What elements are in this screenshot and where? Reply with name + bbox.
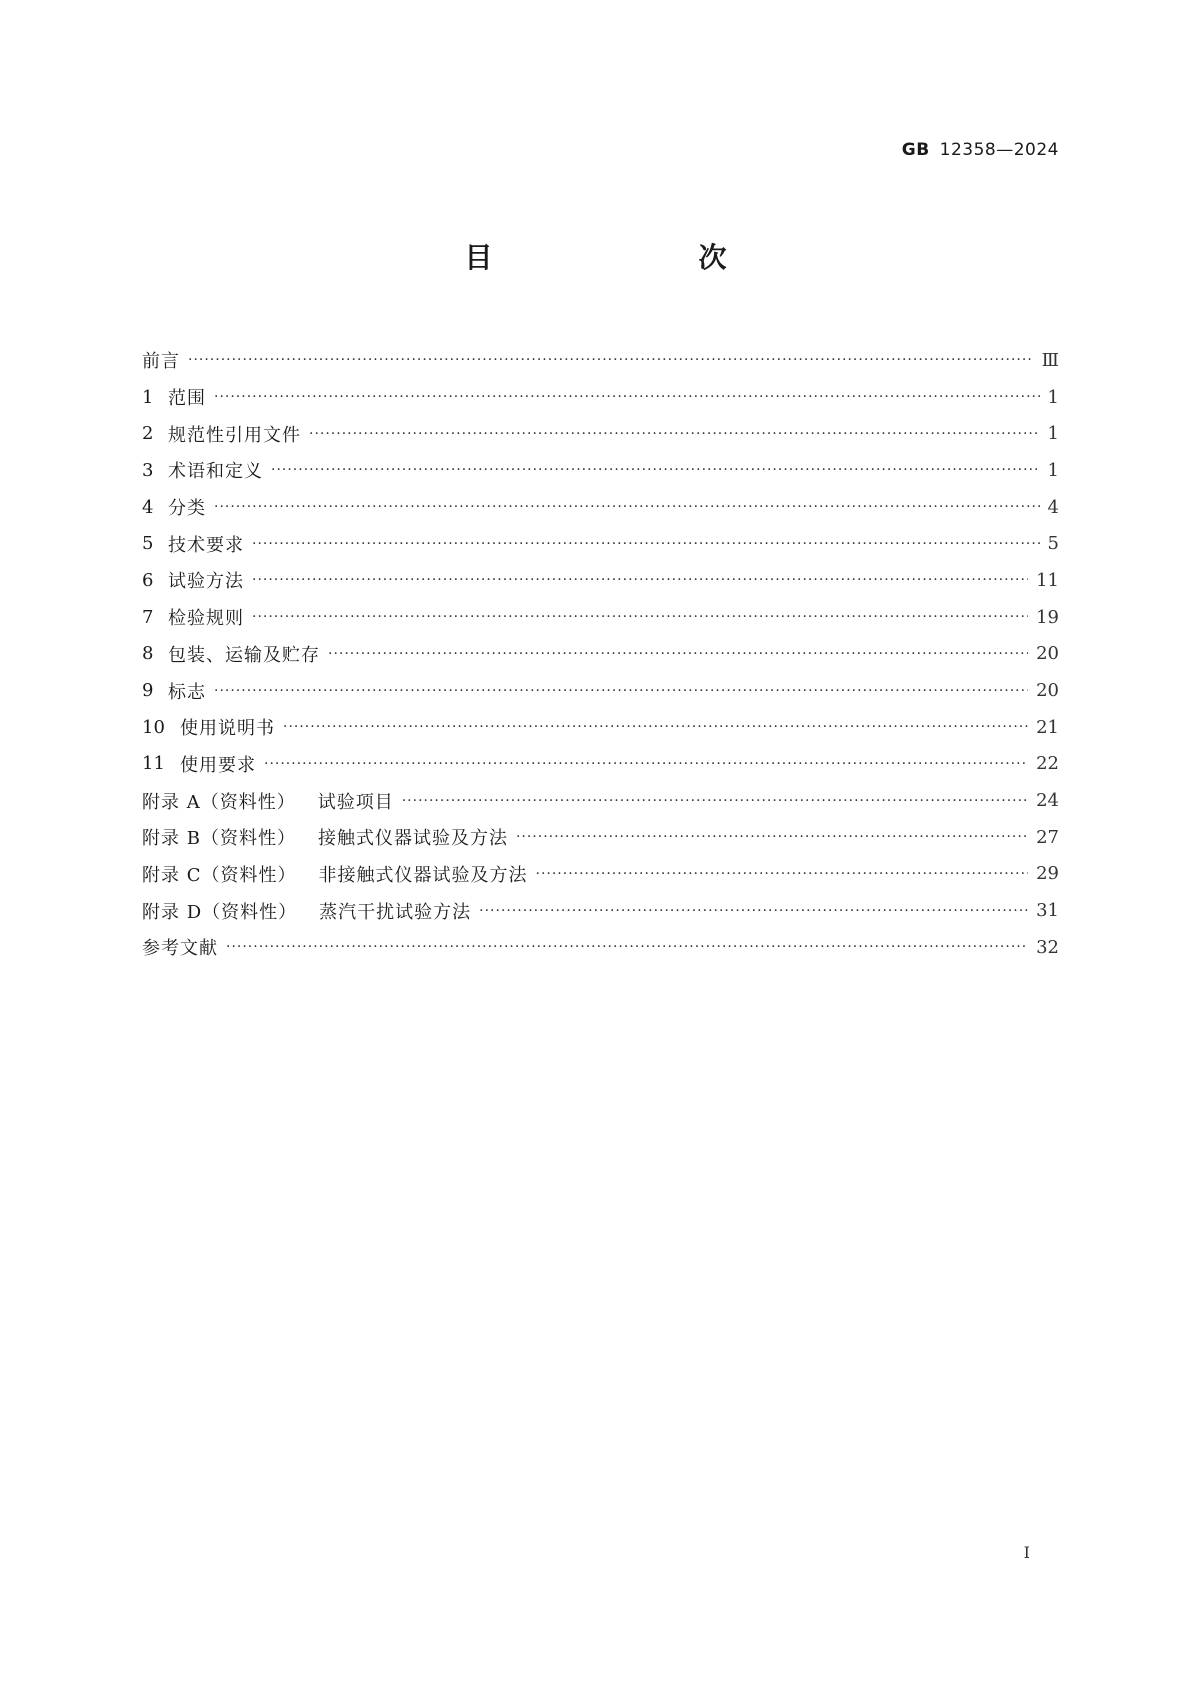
toc-leader-dots [516, 829, 1028, 845]
toc-entry-label: 分类 [168, 498, 206, 520]
toc-page-number: 21 [1036, 716, 1059, 738]
toc-entry-normative-references[interactable] [142, 415, 1059, 452]
toc-entry-instructions[interactable] [142, 709, 1059, 746]
toc-entry-label: 附录 A（资料性） [142, 791, 296, 813]
toc-page-number: 31 [1036, 900, 1059, 922]
standard-number: 12358—2024 [939, 140, 1059, 160]
toc-entry-number: 11 [142, 753, 165, 775]
toc-entry-label: 参考文献 [142, 938, 218, 960]
toc-entry-number: 3 [142, 459, 154, 481]
page-number: I [1023, 1543, 1030, 1562]
toc-page-number: 1 [1047, 459, 1059, 481]
toc-leader-dots [252, 572, 1028, 588]
toc-leader-dots [264, 756, 1028, 772]
document-code [902, 140, 1059, 160]
toc-page-number: 1 [1047, 423, 1059, 445]
toc-entry-number: 2 [142, 423, 154, 445]
toc-title: 目 次 [464, 241, 777, 274]
toc-entry-subtitle: 试验项目 [317, 791, 394, 813]
toc-entry-annex-c[interactable] [142, 856, 1059, 893]
toc-entry-bibliography[interactable] [142, 929, 1059, 966]
toc-page-number: 32 [1036, 936, 1059, 958]
toc-page-number: 20 [1036, 680, 1059, 702]
toc-entry-label: 使用要求 [180, 754, 256, 776]
toc-entry-terms-definitions[interactable] [142, 452, 1059, 489]
toc-leader-dots [226, 939, 1028, 955]
toc-entry-number: 5 [142, 533, 154, 555]
toc-entry-number: 9 [142, 680, 154, 702]
toc-entry-packaging-transport-storage[interactable] [142, 636, 1059, 673]
toc-entry-label: 技术要求 [168, 534, 244, 556]
toc-page-number: 19 [1036, 606, 1059, 628]
toc-leader-dots [328, 646, 1028, 662]
toc-entry-technical-requirements[interactable] [142, 525, 1059, 562]
toc-entry-subtitle: 接触式仪器试验及方法 [317, 828, 508, 850]
toc-leader-dots [214, 683, 1028, 699]
toc-entry-label: 标志 [168, 681, 206, 703]
toc-entry-number: 6 [142, 569, 154, 591]
toc-entry-label: 前言 [142, 351, 180, 373]
toc-leader-dots [188, 352, 1034, 368]
toc-leader-dots [309, 426, 1040, 442]
toc-leader-dots [252, 609, 1028, 625]
toc-page-number: 4 [1047, 496, 1059, 518]
toc-entry-inspection-rules[interactable] [142, 599, 1059, 636]
toc-page-number: 27 [1036, 826, 1059, 848]
toc-entry-label: 范围 [168, 388, 206, 410]
toc-entry-label: 检验规则 [168, 608, 244, 630]
toc-entry-label: 使用说明书 [180, 718, 275, 740]
toc-entry-foreword[interactable] [142, 342, 1059, 379]
toc-page-number: Ⅲ [1041, 349, 1059, 371]
toc-entry-label: 术语和定义 [168, 461, 263, 483]
toc-entry-subtitle: 非接触式仪器试验及方法 [318, 864, 528, 886]
toc-page-number: 24 [1036, 790, 1059, 812]
toc-entry-annex-d[interactable] [142, 892, 1059, 929]
toc-entry-number: 1 [142, 386, 154, 408]
toc-page-number: 1 [1047, 386, 1059, 408]
toc-entry-number: 7 [142, 606, 154, 628]
toc-leader-dots [214, 389, 1040, 405]
toc-page-number: 5 [1047, 533, 1059, 555]
toc-entry-classification[interactable] [142, 489, 1059, 526]
toc-entry-annex-b[interactable] [142, 819, 1059, 856]
toc-leader-dots [402, 793, 1028, 809]
toc-leader-dots [536, 866, 1029, 882]
standard-prefix: GB [901, 140, 930, 160]
toc-leader-dots [271, 462, 1040, 478]
table-of-contents [142, 342, 1059, 966]
toc-entry-usage-requirements[interactable] [142, 746, 1059, 783]
toc-leader-dots [252, 536, 1040, 552]
toc-leader-dots [214, 499, 1040, 515]
toc-entry-label: 试验方法 [168, 571, 244, 593]
toc-entry-subtitle: 蒸汽干扰试验方法 [319, 901, 472, 923]
toc-entry-test-methods[interactable] [142, 562, 1059, 599]
toc-entry-label: 附录 C（资料性） [142, 864, 297, 886]
toc-page-number: 29 [1036, 863, 1059, 885]
toc-entry-scope[interactable] [142, 379, 1059, 416]
toc-page-number: 20 [1036, 643, 1059, 665]
toc-entry-number: 4 [142, 496, 154, 518]
toc-entry-annex-a[interactable] [142, 782, 1059, 819]
toc-entry-label: 包装、运输及贮存 [168, 644, 320, 666]
toc-entry-label: 附录 D（资料性） [142, 901, 298, 923]
toc-entry-number: 10 [142, 716, 165, 738]
toc-leader-dots [283, 719, 1028, 735]
toc-leader-dots [479, 903, 1028, 919]
toc-page-number: 11 [1036, 569, 1059, 591]
toc-entry-number: 8 [142, 643, 154, 665]
toc-entry-label: 规范性引用文件 [168, 424, 301, 446]
toc-entry-marking[interactable] [142, 672, 1059, 709]
toc-entry-label: 附录 B（资料性） [142, 828, 296, 850]
toc-page-number: 22 [1036, 753, 1059, 775]
